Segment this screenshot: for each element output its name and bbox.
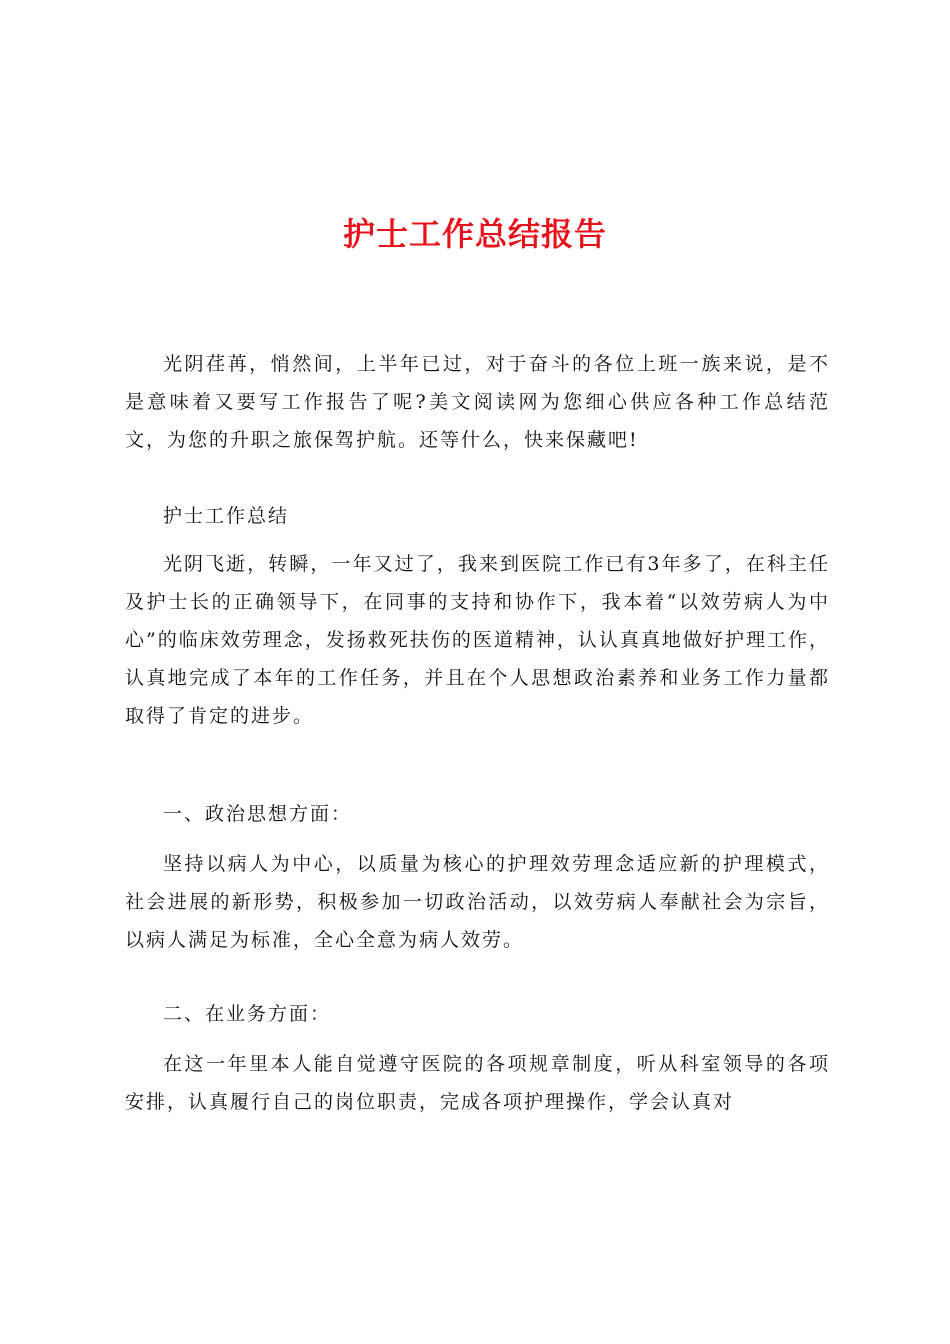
section-heading-nurse-summary: 护士工作总结 [163, 505, 290, 527]
political-paragraph: 坚持以病人为中心，以质量为核心的护理效劳理念适应新的护理模式，社会进展的新形势，积极参加一切政治活动，以效劳病人奉献社会为宗旨，以病人满足为标准，全心全意为病人效劳。 [125, 853, 830, 951]
intro-paragraph: 光阴荏苒，悄然间，上半年已过，对于奋斗的各位上班一族来说，是不是意味着又要写工作报告了呢?美文阅读网为您细心供应各种工作总结范文，为您的升职之旅保驾护航。还等什么，快来保藏吧! [125, 353, 830, 451]
summary-paragraph: 光阴飞逝，转瞬，一年又过了，我来到医院工作已有3年多了，在科主任及护士长的正确领导下，在同事的支持和协作下，我本着“以效劳病人为中心”的临床效劳理念，发扬救死扶伤的医道精神，认认真真地做好护理工作，认真地完成了本年的工作任务，并且在个人思想政治素养和业务工作力量都取得了肯定的进步。 [125, 553, 830, 727]
section-heading-business: 二、在业务方面： [163, 1003, 332, 1025]
document-title: 护士工作总结报告 [342, 215, 607, 253]
business-paragraph: 在这一年里本人能自觉遵守医院的各项规章制度，听从科室领导的各项安排，认真履行自己的岗位职责，完成各项护理操作，学会认真对 [125, 1053, 830, 1113]
section-heading-political: 一、政治思想方面： [163, 803, 353, 825]
